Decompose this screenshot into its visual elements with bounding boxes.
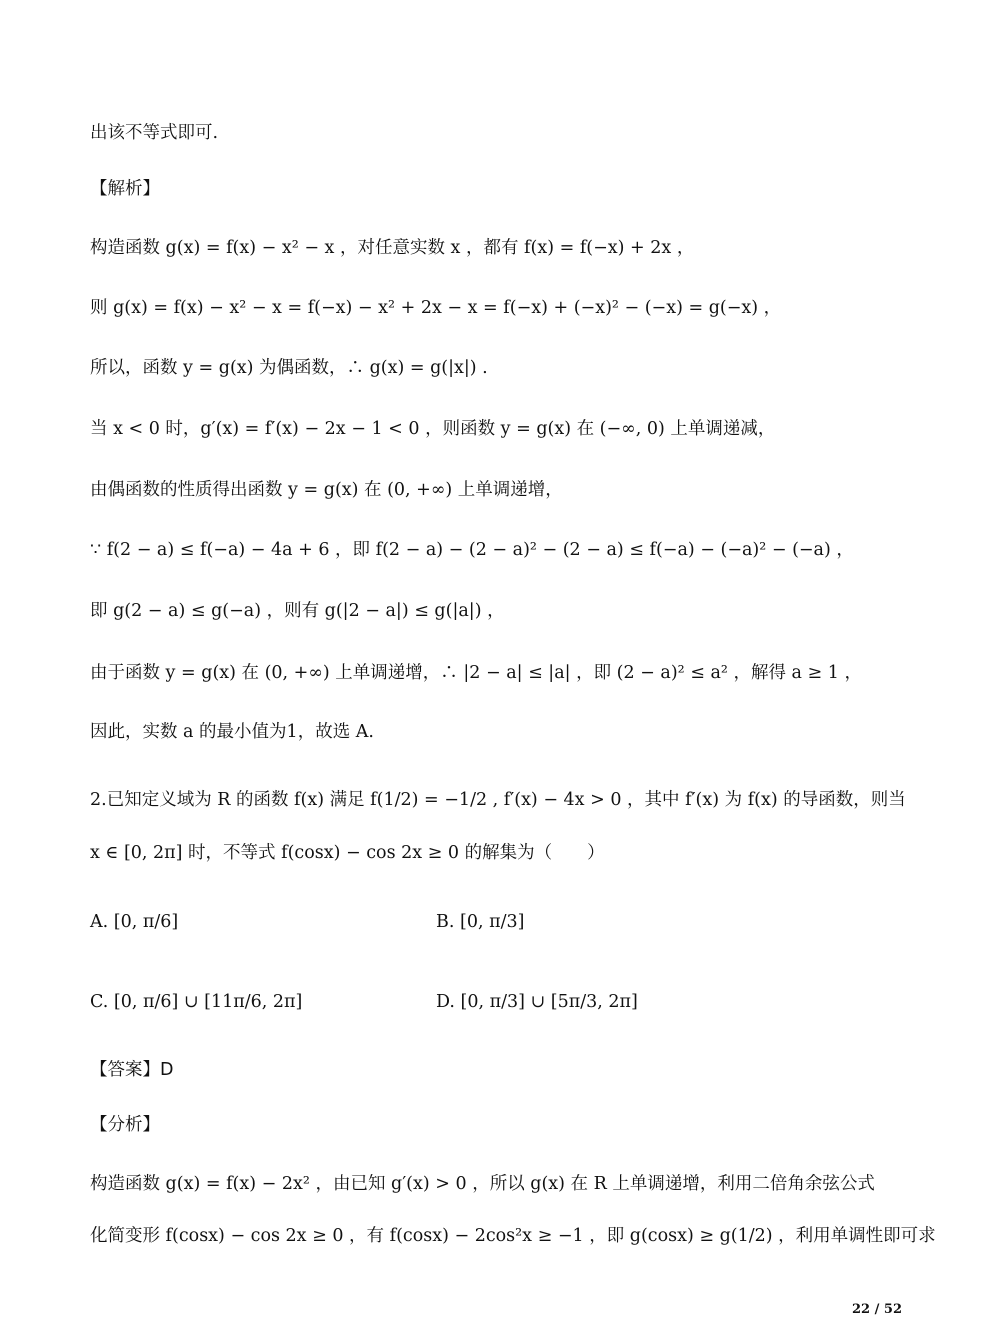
text-line-decreasing: 当 x < 0 时，g′(x) = f′(x) − 2x − 1 < 0 ，则函数 y = g(x) 在 (−∞, 0) 上单调递减，	[90, 419, 776, 439]
text-line-g-compare: 即 g(2 − a) ≤ g(−a) ，则有 g(|2 − a|) ≤ g(|a|) ，	[90, 601, 505, 621]
option-a: A. [0, π/6]	[90, 912, 179, 932]
page-number: 22 / 52	[852, 1302, 902, 1317]
option-c: C. [0, π/6] ∪ [11π/6, 2π]	[90, 992, 303, 1012]
text-line-construct: 构造函数 g(x) = f(x) − x² − x ，对任意实数 x ，都有 f(x) = f(−x) + 2x ，	[90, 238, 695, 258]
text-line-increasing: 由偶函数的性质得出函数 y = g(x) 在 (0, +∞) 上单调递增，	[90, 480, 563, 500]
analysis-line-1: 构造函数 g(x) = f(x) − 2x² ，由已知 g′(x) > 0 ，所以 g(x) 在 R 上单调递增，利用二倍角余弦公式	[90, 1174, 875, 1194]
option-b: B. [0, π/3]	[436, 912, 525, 932]
option-d: D. [0, π/3] ∪ [5π/3, 2π]	[436, 992, 638, 1012]
question-stem-line-1: 2.已知定义域为 R 的函数 f(x) 满足 f(1/2) = −1/2 , f′(x) − 4x > 0 ，其中 f′(x) 为 f(x) 的导函数，则当	[90, 790, 906, 810]
text-line-1: 出该不等式即可.	[90, 123, 219, 143]
question-stem-line-2: x ∈ [0, 2π] 时，不等式 f(cosx) − cos 2x ≥ 0 的解集为（ ）	[90, 843, 605, 863]
text-line-even-function: 所以，函数 y = g(x) 为偶函数，∴ g(x) = g(|x|) .	[90, 358, 488, 378]
section-label-method: 【分析】	[90, 1115, 160, 1135]
analysis-line-2: 化简变形 f(cosx) − cos 2x ≥ 0 ，有 f(cosx) − 2cos²x ≥ −1 ，即 g(cosx) ≥ g(1/2) ，利用单调性即可求	[90, 1226, 936, 1246]
text-line-derivation: 则 g(x) = f(x) − x² − x = f(−x) − x² + 2x − x = f(−x) + (−x)² − (−x) = g(−x) ，	[90, 298, 782, 318]
text-line-solve: 由于函数 y = g(x) 在 (0, +∞) 上单调递增，∴ |2 − a| ≤ |a| ，即 (2 − a)² ≤ a² ，解得 a ≥ 1 ，	[90, 663, 862, 683]
answer-label: 【答案】D	[90, 1060, 174, 1080]
text-line-inequality: ∵ f(2 − a) ≤ f(−a) − 4a + 6 ，即 f(2 − a) − (2 − a)² − (2 − a) ≤ f(−a) − (−a)² − (−a) ，	[90, 540, 854, 560]
section-label-analysis: 【解析】	[90, 179, 160, 199]
text-line-conclusion: 因此，实数 a 的最小值为1，故选 A.	[90, 722, 374, 742]
